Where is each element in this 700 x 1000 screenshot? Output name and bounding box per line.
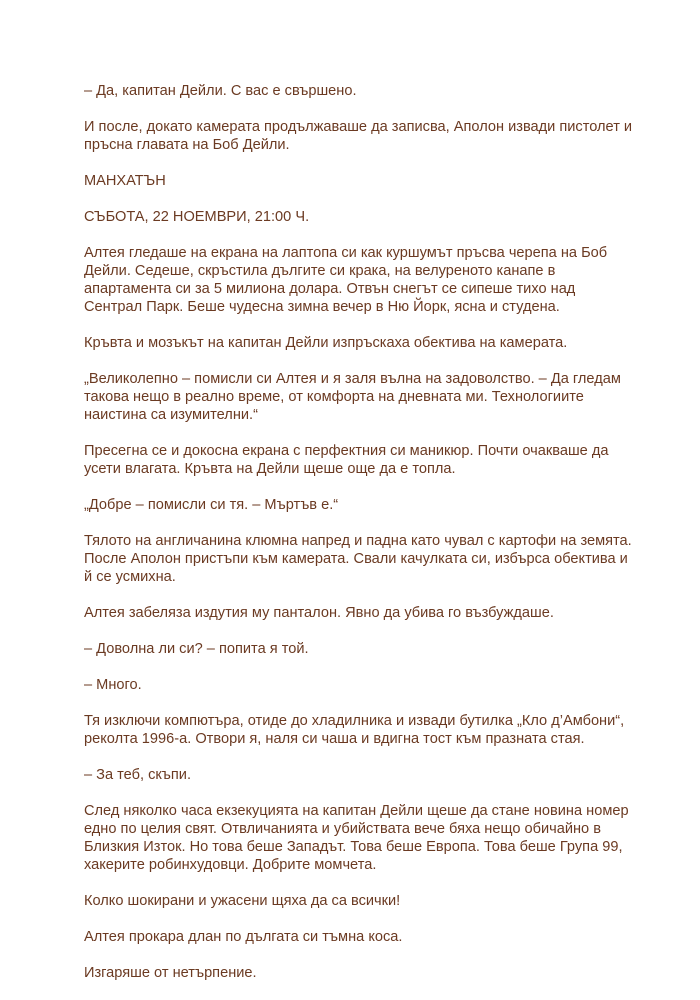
paragraph: – За теб, скъпи. <box>84 767 192 783</box>
paragraph: Алтея забеляза издутия му панталон. Явно да убива го възбуждаше. <box>84 605 554 621</box>
paragraph: Изгаряше от нетърпение. <box>84 965 257 981</box>
paragraph: Алтея гледаше на екрана на лаптопа си как куршумът пръсва черепа на Боб Дейли. Седеше, скръстила дългите си крака, на велуреното канапе в апартамента си за 5 милиона долара. Отвън снегът се сипеше тихо над Сентрал Парк. Беше чудесна зимна вечер в Ню Йорк, ясна и студена. <box>84 245 608 315</box>
section-date-heading: СЪБОТА, 22 НОЕМВРИ, 21:00 Ч. <box>84 209 310 225</box>
paragraph: След няколко часа екзекуцията на капитан Дейли щеше да стане новина номер едно по целия свят. Отвличанията и убийствата вече бяха нещо обичайно в Близкия Изток. Но това беше Западът. Това беше Европа. Това беше Група 99, хакерите робинхудовци. Добрите момчета. <box>84 803 629 873</box>
paragraph: – Да, капитан Дейли. С вас е свършено. <box>84 83 357 99</box>
paragraph: Кръвта и мозъкът на капитан Дейли изпръскаха обектива на камерата. <box>84 335 568 351</box>
paragraph: „Добре – помисли си тя. – Мъртъв е.“ <box>84 497 339 513</box>
document-body <box>84 82 644 1000</box>
paragraph: Тя изключи компютъра, отиде до хладилника и извади бутилка „Кло д’Амбони“, реколта 1996-а. Отвори я, наля си чаша и вдигна тост към празната стая. <box>84 713 625 747</box>
paragraph: Алтея прокара длан по дългата си тъмна коса. <box>84 929 403 945</box>
paragraph: Пресегна се и докосна екрана с перфектния си маникюр. Почти очакваше да усети влагата. Кръвта на Дейли щеше още да е топла. <box>84 443 609 477</box>
paragraph: Колко шокирани и ужасени щяха да са всички! <box>84 893 401 909</box>
paragraph: „Великолепно – помисли си Алтея и я заля вълна на задоволство. – Да гледам такова нещо в реално време, от комфорта на дневната ми. Технологиите наистина са изумителни.“ <box>84 371 621 423</box>
section-location-heading: МАНХАТЪН <box>84 173 166 189</box>
paragraph: И после, докато камерата продължаваше да записва, Аполон извади пистолет и пръсна главата на Боб Дейли. <box>84 119 633 153</box>
paragraph: – Доволна ли си? – попита я той. <box>84 641 309 657</box>
paragraph: – Много. <box>84 677 142 693</box>
paragraph: Тялото на англичанина клюмна напред и падна като чувал с картофи на земята. После Аполон пристъпи към камерата. Свали качулката си, избърса обектива и й се усмихна. <box>84 533 632 585</box>
